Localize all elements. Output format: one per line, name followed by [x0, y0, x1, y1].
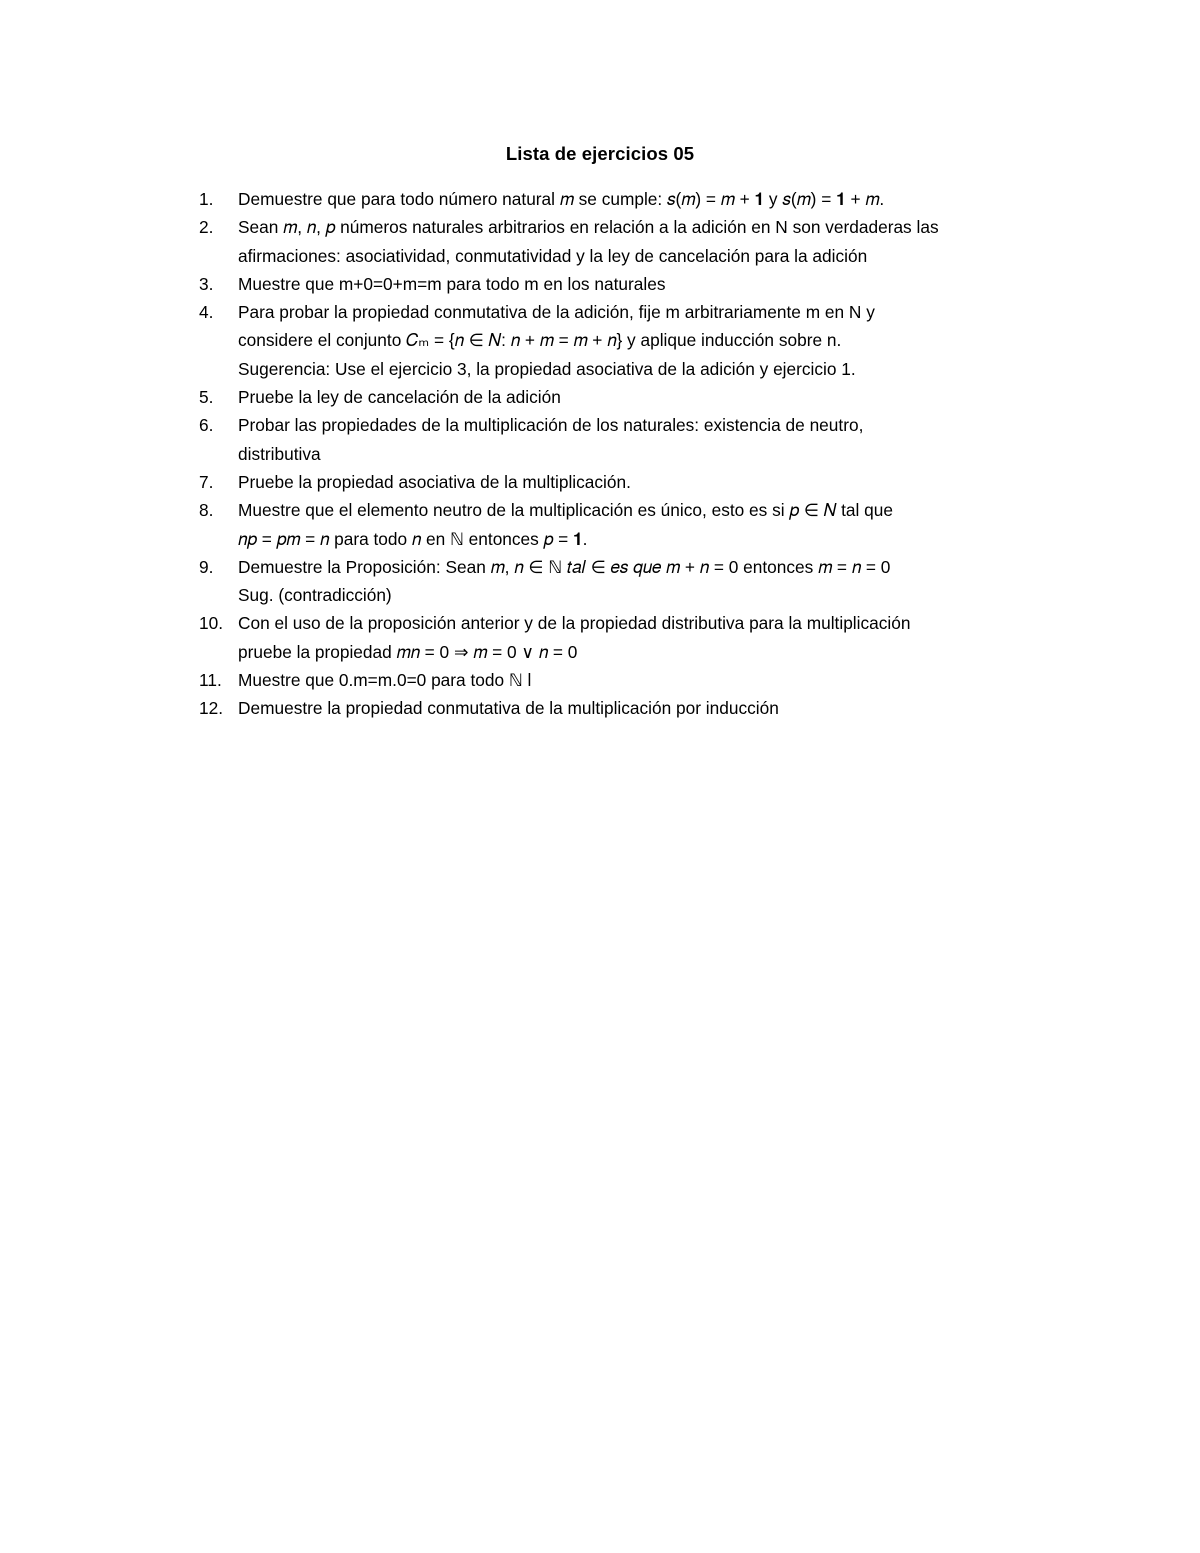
exercise-number: 7. [199, 471, 214, 492]
exercise-line: afirmaciones: asociatividad, conmutatividad y la ley de cancelación para la adición [238, 245, 868, 266]
exercise-line: 𝑛𝑝 = 𝑝𝑚 = 𝑛 para todo 𝑛 en ℕ entonces 𝑝 = 𝟏. [238, 528, 588, 549]
exercise-list [199, 185, 1079, 723]
exercise-line: Sugerencia: Use el ejercicio 3, la propiedad asociativa de la adición y ejercicio 1. [238, 358, 856, 379]
exercise-item-7 [199, 468, 1079, 496]
exercise-item-10 [199, 609, 1079, 666]
exercise-line: Probar las propiedades de la multiplicación de los naturales: existencia de neutro, [238, 415, 864, 436]
exercise-number: 3. [199, 273, 214, 294]
exercise-number: 5. [199, 387, 214, 408]
exercise-number: 8. [199, 500, 214, 521]
exercise-number: 10. [199, 613, 224, 634]
exercise-item-12 [199, 694, 1079, 722]
exercise-line: distributiva [238, 443, 321, 464]
exercise-item-5 [199, 383, 1079, 411]
exercise-line: Con el uso de la proposición anterior y de la propiedad distributiva para la multiplicación [238, 613, 911, 634]
exercise-line: considere el conjunto 𝐶ₘ = {𝑛 ∈ 𝑁: 𝑛 + 𝑚 = 𝑚 + 𝑛} y aplique inducción sobre n. [238, 330, 842, 351]
exercise-line: Demuestre la propiedad conmutativa de la multiplicación por inducción [238, 698, 779, 719]
exercise-number: 2. [199, 217, 214, 238]
document-title: Lista de ejercicios 05 [505, 143, 695, 164]
exercise-item-6 [199, 411, 1079, 468]
exercise-number: 9. [199, 556, 214, 577]
exercise-item-3 [199, 270, 1079, 298]
exercise-item-9 [199, 553, 1079, 610]
exercise-number: 6. [199, 415, 214, 436]
exercise-line: Pruebe la propiedad asociativa de la multiplicación. [238, 471, 631, 492]
exercise-line: Demuestre la Proposición: Sean 𝑚, 𝑛 ∈ ℕ 𝑡𝑎𝑙 ∈ 𝑒𝑠 𝑞𝑢𝑒 𝑚 + 𝑛 = 0 entonces 𝑚 = 𝑛 = 0 [238, 556, 891, 577]
exercise-line: Sean 𝑚, 𝑛, 𝑝 números naturales arbitrarios en relación a la adición en N son verdaderas las [238, 217, 939, 238]
exercise-line: Demuestre que para todo número natural 𝑚 se cumple: 𝑠(𝑚) = 𝑚 + 𝟏 y 𝑠(𝑚) = 𝟏 + 𝑚. [238, 189, 885, 209]
exercise-number: 12. [199, 698, 224, 719]
exercise-number: 1. [199, 189, 214, 209]
exercise-line: Para probar la propiedad conmutativa de la adición, fije m arbitrariamente m en N y [238, 302, 875, 323]
exercise-line: Pruebe la ley de cancelación de la adición [238, 387, 561, 408]
exercise-item-2 [199, 213, 1079, 270]
exercise-item-1 [199, 185, 1079, 213]
exercise-line: Muestre que 0.m=m.0=0 para todo ℕ l [238, 670, 532, 691]
exercise-line: Muestre que el elemento neutro de la multiplicación es único, esto es si 𝑝 ∈ 𝑁 tal que [238, 500, 893, 521]
exercise-item-8 [199, 496, 1079, 553]
exercise-number: 11. [199, 670, 222, 691]
exercise-line: Muestre que m+0=0+m=m para todo m en los naturales [238, 273, 666, 294]
exercise-item-11 [199, 666, 1079, 694]
exercise-line: Sug. (contradicción) [238, 585, 392, 606]
exercise-line: pruebe la propiedad 𝑚𝑛 = 0 ⇒ 𝑚 = 0 ∨ 𝑛 = 0 [238, 641, 578, 662]
exercise-item-4 [199, 298, 1079, 383]
exercise-number: 4. [199, 302, 214, 323]
